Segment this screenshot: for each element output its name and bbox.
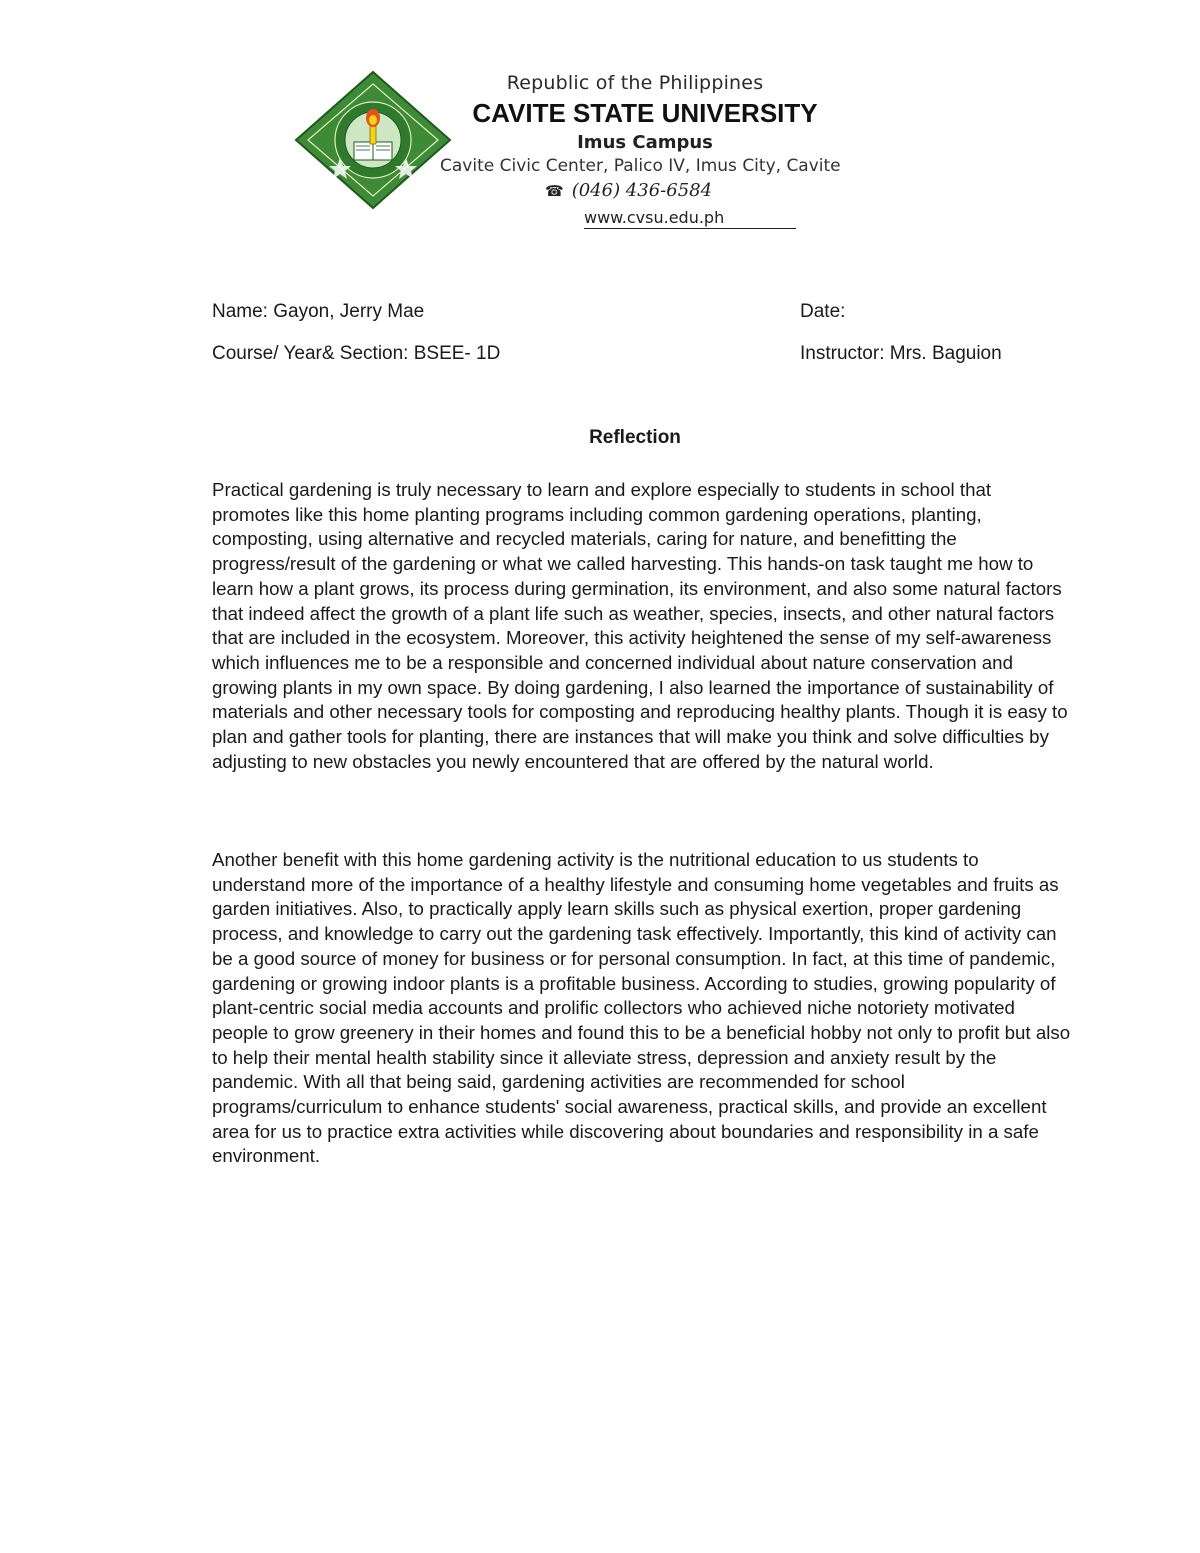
instructor-name: Instructor: Mrs. Baguion [800,343,1002,364]
student-name: Name: Gayon, Jerry Mae [212,301,425,322]
republic-header: Republic of the Philippines [506,72,764,94]
phone-line [545,180,765,201]
body-paragraph-2: Another benefit with this home gardening activity is the nutritional education to us students to understand more of the importance of a healthy lifestyle and consuming home vegetables and fruits as garden initiatives. Also, to practically apply learn skills such as physical exertion, proper gardening process, and knowledge to carry out the gardening task effectively. Importantly, this kind of activity can be a good source of money for business or for personal consumption. In fact, at this time of pandemic, gardening or growing indoor plants is a profitable business. According to studies, growing popularity of plant-centric social media accounts and prolific collectors who achieved niche notoriety motivated people to grow greenery in their homes and found this to be a beneficial hobby not only to profit but also to help their mental health stability since it alleviate stress, depression and anxiety result by the pandemic. With all that being said, gardening activities are recommended for school programs/curriculum to enhance students' social awareness, practical skills, and provide an excellent area for us to practice extra activities while discovering about boundaries and responsibility in a safe environment. [212,849,1071,1167]
university-name: CAVITE STATE UNIVERSITY [472,98,818,128]
phone-number: (046) 436-6584 [571,180,713,201]
document-title: Reflection [589,427,681,448]
body-paragraph-1: Practical gardening is truly necessary to learn and explore especially to students in school that promotes like this home planting programs including common gardening operations, planting, composting, using alternative and recycled materials, caring for nature, and benefitting the progress/result of the gardening or what we called harvesting. This hands-on task taught me how to learn how a plant grows, its process during germination, its environment, and also some natural factors that indeed affect the growth of a plant life such as weather, species, insects, and other natural factors that are included in the ecosystem. Moreover, this activity heightened the sense of my self-awareness which influences me to be a responsible and concerned individual about nature conservation and growing plants in my own space. By doing gardening, I also learned the importance of sustainability of materials and other necessary tools for composting and reproducing healthy plants. Though it is easy to plan and gather tools for planting, there are instances that will make you think and solve difficulties by adjusting to new obstacles you newly encountered that are offered by the natural world. [212,479,1068,772]
course-year-section: Course/ Year& Section: BSEE- 1D [212,343,501,364]
website-link[interactable]: www.cvsu.edu.ph [584,208,796,229]
university-seal-logo [294,70,452,210]
campus-name: Imus Campus [577,132,713,153]
date-field: Date: [800,301,846,322]
campus-address: Cavite Civic Center, Palico IV, Imus City, Cavite [440,156,841,176]
letterhead [0,0,1200,240]
telephone-icon: ☎ [545,182,564,200]
